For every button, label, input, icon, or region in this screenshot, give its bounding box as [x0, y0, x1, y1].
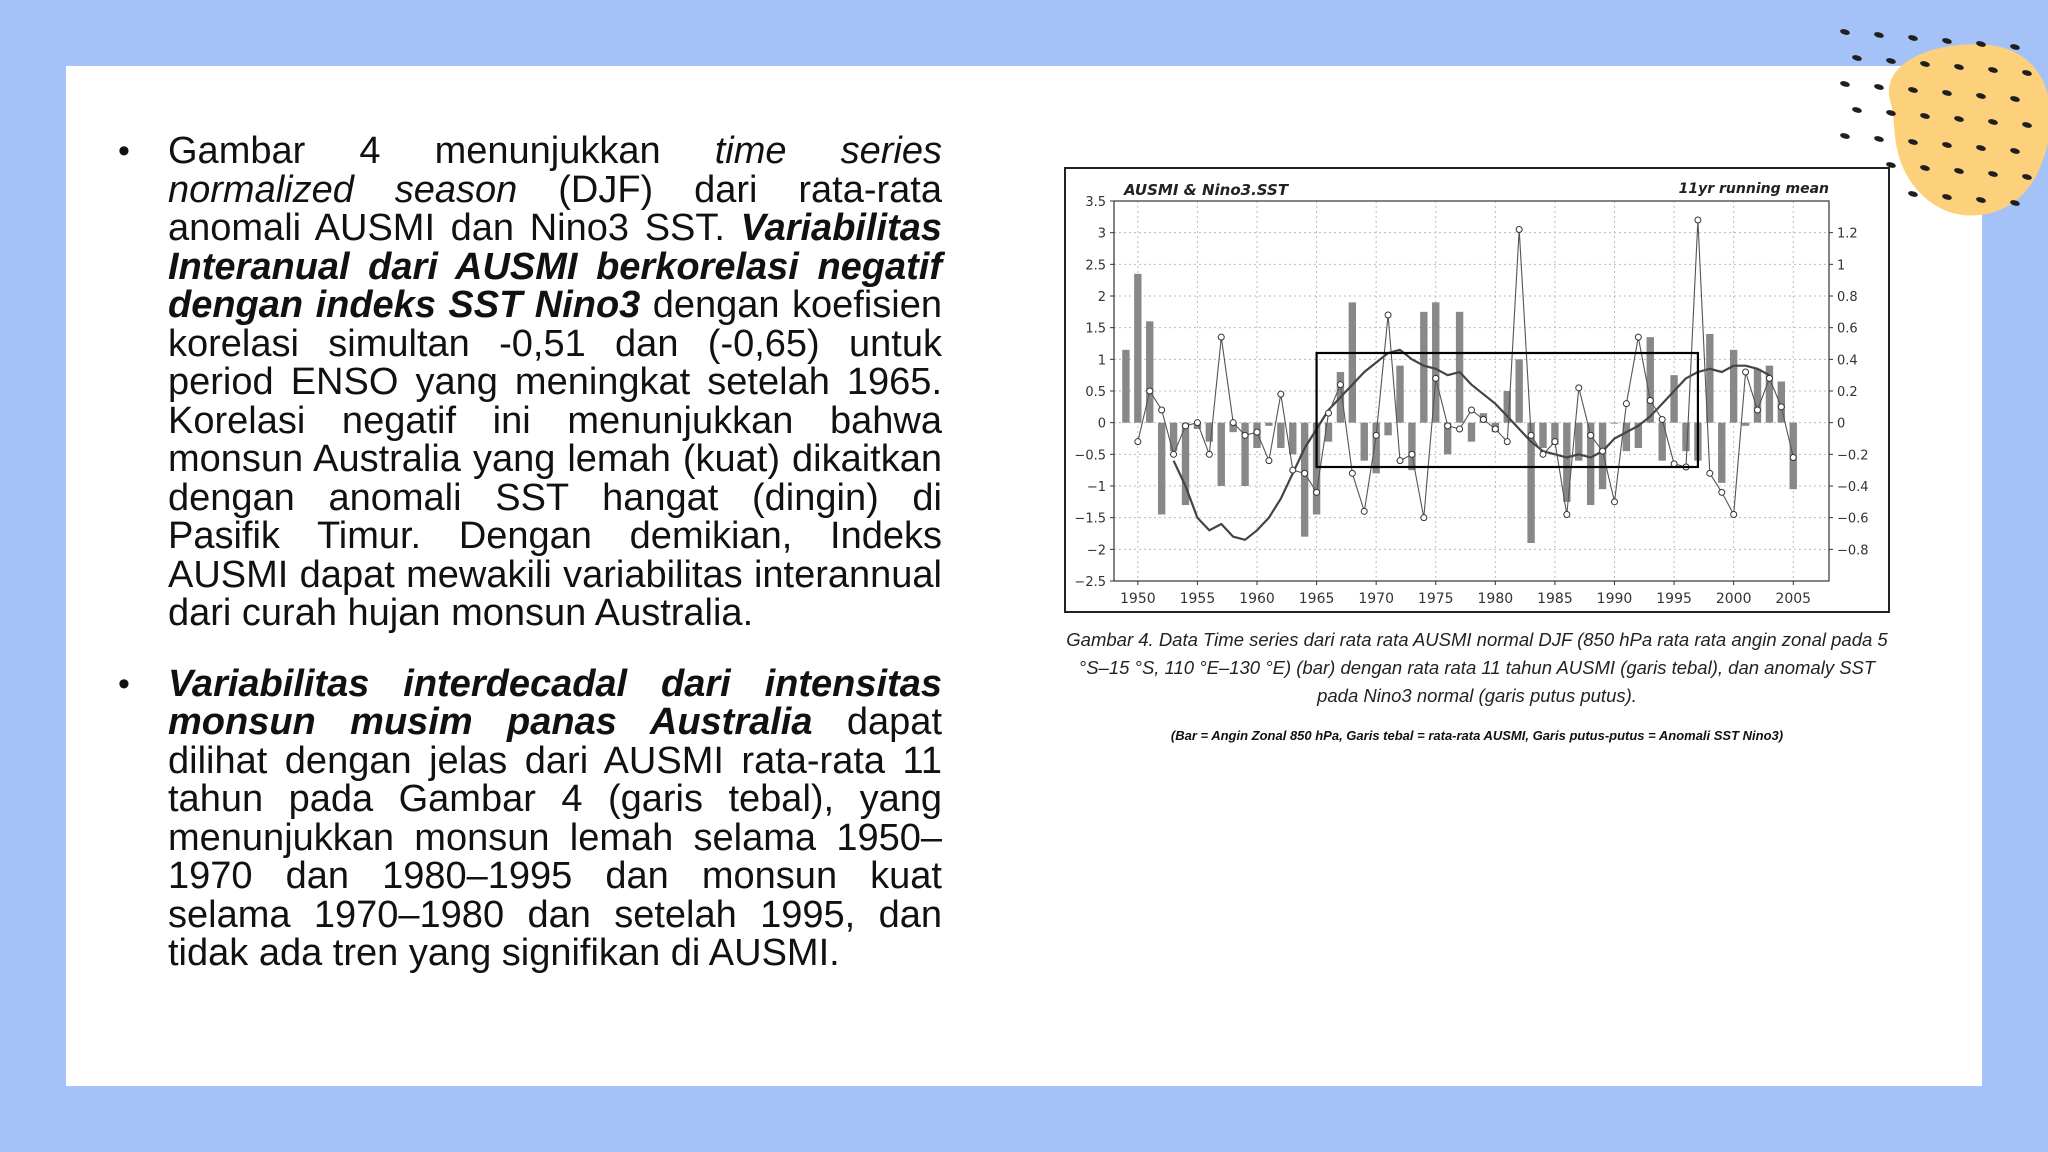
- right-tick-label: 0: [1837, 416, 1846, 432]
- x-tick-label: 2000: [1715, 591, 1752, 607]
- x-tick-label: 1970: [1358, 591, 1394, 607]
- bar: [1647, 337, 1654, 423]
- sst-marker: [1445, 423, 1451, 429]
- sst-marker: [1743, 369, 1749, 375]
- chart-axes: [1074, 195, 1868, 607]
- decor-dot: [1839, 28, 1850, 36]
- figure-note: (Bar = Angin Zonal 850 hPa, Garis tebal = rata-rata AUSMI, Garis putus-putus = Anomali SST Nino3): [1170, 728, 1784, 743]
- bar: [1265, 423, 1272, 426]
- chart-bars: [1122, 274, 1797, 543]
- left-tick-label: 0: [1097, 416, 1106, 432]
- chart-thick-line: [1174, 350, 1770, 540]
- bar: [1158, 423, 1165, 515]
- left-tick-label: −2.5: [1074, 575, 1106, 590]
- running-mean-line: [1174, 350, 1770, 540]
- right-tick-label: 1: [1837, 258, 1846, 274]
- sst-marker: [1433, 375, 1439, 381]
- sst-marker: [1659, 417, 1665, 423]
- figure-caption: Gambar 4. Data Time series dari rata rata AUSMI normal DJF (850 hPa rata rata angin zonal pada 5 °S–15 °S, 110 °E–130 °E) (bar) dengan rata rata 11 tahun AUSMI (garis tebal), dan anomaly SST pada Nino3 normal (garis putus putus).: [1066, 629, 1888, 706]
- sst-marker: [1588, 432, 1594, 438]
- x-tick-label: 1985: [1537, 591, 1573, 607]
- sst-marker: [1623, 401, 1629, 407]
- sst-marker: [1385, 312, 1391, 318]
- sst-marker: [1552, 439, 1558, 445]
- sst-marker: [1755, 407, 1761, 413]
- sst-marker: [1206, 451, 1212, 457]
- left-tick-label: −2: [1086, 543, 1106, 559]
- bullet-dot: •: [118, 664, 130, 703]
- x-tick-label: 2005: [1775, 591, 1812, 607]
- x-tick-label: 1990: [1596, 591, 1633, 607]
- decor-dot: [1941, 37, 1952, 45]
- sst-marker: [1147, 388, 1153, 394]
- sst-marker: [1647, 398, 1653, 404]
- decor-dot: [2009, 43, 2020, 51]
- bar: [1718, 423, 1725, 483]
- sst-marker: [1337, 382, 1343, 388]
- x-tick-label: 1980: [1477, 591, 1514, 607]
- left-tick-label: 2.5: [1085, 258, 1106, 274]
- sst-marker: [1540, 451, 1546, 457]
- sst-marker: [1349, 470, 1355, 476]
- sst-marker: [1492, 426, 1498, 432]
- decor-dot: [1907, 190, 1918, 198]
- sst-marker: [1564, 512, 1570, 518]
- decor-dot: [1839, 132, 1850, 140]
- left-tick-label: 3: [1097, 226, 1106, 242]
- bar: [1384, 423, 1391, 436]
- sst-marker: [1230, 420, 1236, 426]
- sst-marker: [1576, 385, 1582, 391]
- bar: [1611, 423, 1618, 424]
- bar: [1742, 423, 1749, 426]
- sst-marker: [1171, 451, 1177, 457]
- sst-marker: [1480, 417, 1486, 423]
- decor-dot: [1873, 135, 1884, 143]
- decor-dot: [1851, 54, 1862, 62]
- sst-marker: [1600, 448, 1606, 454]
- right-tick-label: −0.2: [1837, 448, 1869, 464]
- bar: [1515, 359, 1522, 422]
- decor-dot: [1839, 80, 1850, 88]
- decor-dot: [1885, 57, 1896, 65]
- left-tick-label: −0.5: [1074, 448, 1106, 464]
- bar: [1146, 321, 1153, 422]
- sst-marker: [1469, 407, 1475, 413]
- right-tick-label: −0.6: [1837, 511, 1869, 527]
- sst-marker: [1326, 410, 1332, 416]
- right-tick-label: 0.4: [1837, 353, 1858, 369]
- sst-marker: [1457, 426, 1463, 432]
- x-tick-label: 1965: [1298, 591, 1335, 607]
- sst-marker: [1135, 439, 1141, 445]
- sst-marker: [1397, 458, 1403, 464]
- sst-marker: [1707, 470, 1713, 476]
- sst-marker: [1266, 458, 1272, 464]
- bullet-interannual: [118, 132, 942, 633]
- bar: [1456, 312, 1463, 423]
- bullet-dot: •: [118, 132, 130, 170]
- sst-marker: [1314, 489, 1320, 495]
- sst-marker: [1731, 512, 1737, 518]
- left-tick-label: 3.5: [1085, 195, 1106, 210]
- bar: [1408, 423, 1415, 471]
- right-tick-label: −0.8: [1837, 543, 1869, 559]
- sst-marker: [1421, 515, 1427, 521]
- sst-marker: [1766, 375, 1772, 381]
- chart-title: AUSMI & Nino3.SST: [1124, 181, 1289, 199]
- bar: [1599, 423, 1606, 490]
- text-run: dengan koefisien korelasi simultan -0,51 dan (-0,65) untuk period ENSO yang meningkat setelah 1965. Korelasi negatif ini menunjukkan bahwa monsun Australia yang lemah (kuat) dikaitkan dengan anomali SST hangat (dingin) di Pasifik Timur. Dengan demikian, Indeks AUSMI dapat mewakili variabilitas interannual dari curah hujan monsun Australia.: [168, 284, 942, 634]
- bar: [1289, 423, 1296, 455]
- sst-marker: [1218, 334, 1224, 340]
- right-tick-label: 0.2: [1837, 385, 1858, 400]
- sst-marker: [1183, 423, 1189, 429]
- sst-marker: [1159, 407, 1165, 413]
- bullet-text: [168, 663, 942, 975]
- bar: [1682, 423, 1689, 452]
- sst-marker: [1719, 489, 1725, 495]
- sst-marker: [1516, 227, 1522, 233]
- sst-marker: [1528, 432, 1534, 438]
- chart-svg: [1066, 169, 1888, 611]
- sst-marker: [1778, 404, 1784, 410]
- sst-marker: [1373, 432, 1379, 438]
- bar: [1349, 302, 1356, 422]
- bar: [1218, 423, 1225, 486]
- x-tick-label: 1960: [1239, 591, 1275, 607]
- bar: [1754, 369, 1761, 423]
- sst-marker: [1695, 217, 1701, 223]
- right-tick-label: 0.8: [1837, 290, 1858, 305]
- text-run-italic: time series normalized season: [168, 130, 943, 211]
- chart-subtitle: 11yr running mean: [1678, 181, 1829, 197]
- sst-marker: [1790, 455, 1796, 461]
- decor-dot: [1907, 34, 1918, 42]
- x-tick-label: 1955: [1179, 591, 1216, 607]
- sst-marker: [1242, 432, 1248, 438]
- sst-marker: [1504, 439, 1510, 445]
- sst-marker: [1361, 508, 1367, 514]
- sst-marker: [1409, 451, 1415, 457]
- left-tick-label: −1.5: [1074, 511, 1106, 527]
- left-tick-label: 0.5: [1085, 385, 1106, 400]
- bar: [1361, 423, 1368, 461]
- bar: [1301, 423, 1308, 537]
- x-tick-label: 1950: [1120, 591, 1156, 607]
- bullet-interdecadal: [118, 662, 942, 974]
- x-tick-label: 1975: [1417, 591, 1454, 607]
- decor-dot: [1851, 106, 1862, 114]
- sst-marker: [1194, 420, 1200, 426]
- bar: [1539, 423, 1546, 448]
- bullet-text: [168, 130, 942, 634]
- right-tick-label: 0.6: [1837, 321, 1858, 337]
- text-run-bold-italic: Variabilitas Interanual dari AUSMI berkorelasi negatif dengan indeks SST Nino3: [168, 207, 942, 326]
- text-run: (DJF) dari rata-rata anomali AUSMI dan Nino3 SST.: [168, 168, 942, 249]
- text-column: [118, 132, 942, 973]
- x-tick-label: 1995: [1656, 591, 1692, 607]
- left-tick-label: 1.5: [1085, 321, 1106, 337]
- right-tick-label: −0.4: [1837, 480, 1869, 495]
- bar: [1122, 350, 1129, 423]
- decor-dot: [1873, 31, 1884, 39]
- text-run: dapat dilihat dengan jelas dari AUSMI rata-rata 11 tahun pada Gambar 4 (garis tebal), yang menunjukkan monsun lemah selama 1950–1970 dan 1980–1995 dan monsun kuat selama 1970–1980 dan setelah 1995, dan tidak ada tren yang signifikan di AUSMI.: [168, 701, 942, 974]
- bar: [1730, 350, 1737, 423]
- bar: [1277, 423, 1284, 448]
- sst-marker: [1254, 429, 1260, 435]
- decor-dot: [1873, 83, 1884, 91]
- sst-marker: [1302, 470, 1308, 476]
- sst-marker: [1635, 334, 1641, 340]
- text-run: Gambar 4 menunjukkan: [168, 130, 715, 172]
- bar: [1670, 375, 1677, 423]
- left-tick-label: 1: [1097, 353, 1106, 369]
- text-run-bold-italic: Variabilitas interdecadal dari intensitas monsun musim panas Australia: [168, 662, 942, 743]
- bar: [1396, 366, 1403, 423]
- sst-marker: [1612, 499, 1618, 505]
- bar: [1134, 274, 1141, 423]
- bar: [1468, 423, 1475, 442]
- left-tick-label: 2: [1097, 290, 1106, 305]
- left-tick-label: −1: [1086, 480, 1106, 495]
- figure-4-chart: [1064, 167, 1890, 613]
- sst-marker: [1290, 467, 1296, 473]
- sst-marker: [1278, 391, 1284, 397]
- right-tick-label: 1.2: [1837, 226, 1858, 242]
